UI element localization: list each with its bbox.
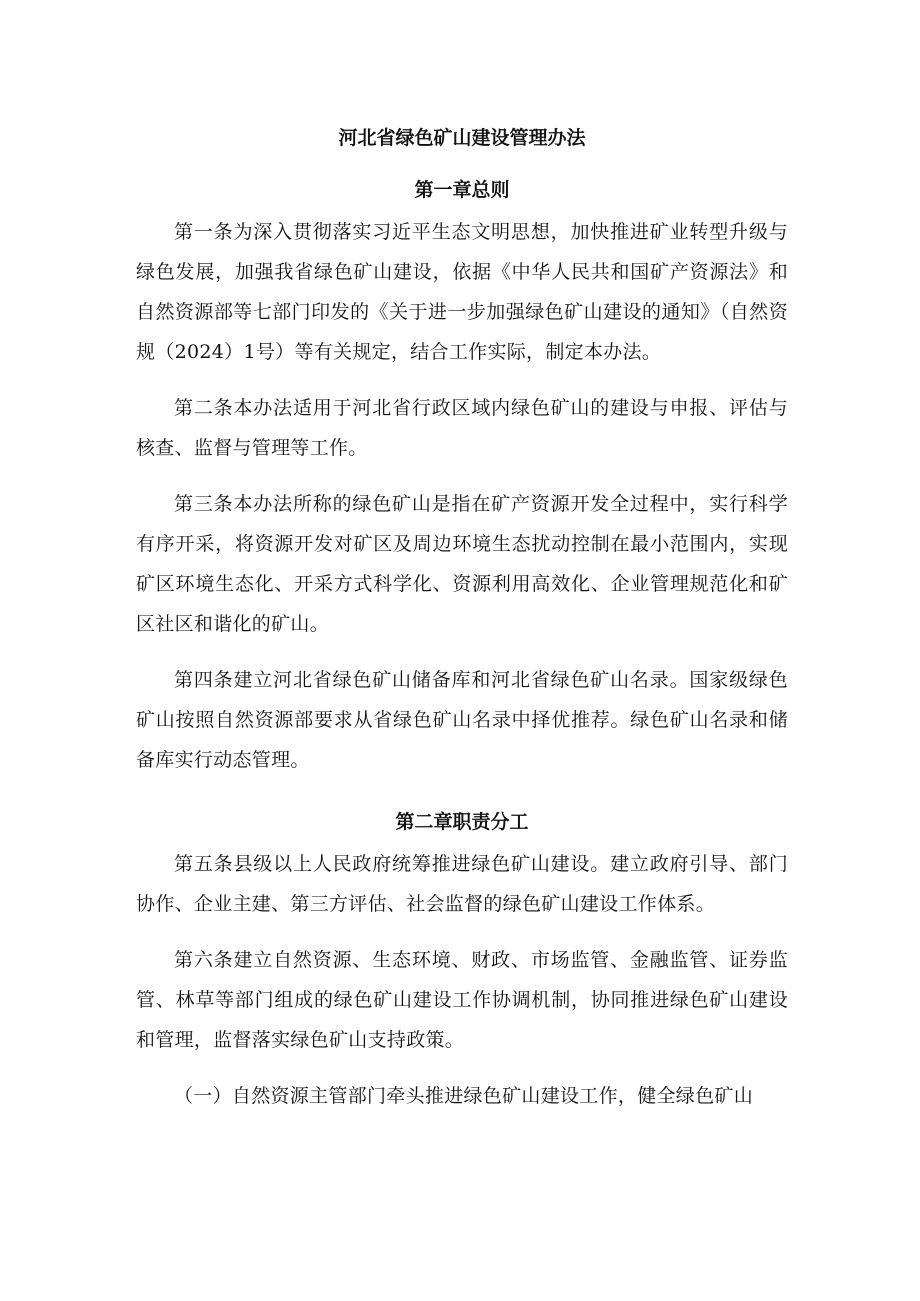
article-2: 第二条本办法适用于河北省行政区域内绿色矿山的建设与申报、评估与核查、监督与管理等工作。	[136, 397, 788, 459]
chapter-1-heading: 第一章总则	[414, 179, 510, 201]
article-5: 第五条县级以上人民政府统筹推进绿色矿山建设。建立政府引导、部门协作、企业主建、第三方评估、社会监督的绿色矿山建设工作体系。	[136, 853, 788, 915]
article-4: 第四条建立河北省绿色矿山储备库和河北省绿色矿山名录。国家级绿色矿山按照自然资源部要求从省绿色矿山名录中择优推荐。绿色矿山名录和储备库实行动态管理。	[136, 669, 788, 771]
chapter-2-heading: 第二章职责分工	[395, 811, 529, 833]
article-6: 第六条建立自然资源、生态环境、财政、市场监管、金融监管、证券监管、林草等部门组成的绿色矿山建设工作协调机制，协同推进绿色矿山建设和管理，监督落实绿色矿山支持政策。	[136, 949, 788, 1051]
document-title: 河北省绿色矿山建设管理办法	[338, 127, 586, 149]
article-1: 第一条为深入贯彻落实习近平生态文明思想，加快推进矿业转型升级与绿色发展，加强我省绿色矿山建设，依据《中华人民共和国矿产资源法》和自然资源部等七部门印发的《关于进一步加强绿色矿山建设的通知》（自然资规（2024）1号）等有关规定，结合工作实际，制定本办法。	[136, 221, 788, 363]
article-3: 第三条本办法所称的绿色矿山是指在矿产资源开发全过程中，实行科学有序开采，将资源开发对矿区及周边环境生态扰动控制在最小范围内，实现矿区环境生态化、开采方式科学化、资源利用高效化、企业管理规范化和矿区社区和谐化的矿山。	[136, 493, 788, 635]
article-6-item-1: （一）自然资源主管部门牵头推进绿色矿山建设工作，健全绿色矿山	[174, 1085, 754, 1107]
